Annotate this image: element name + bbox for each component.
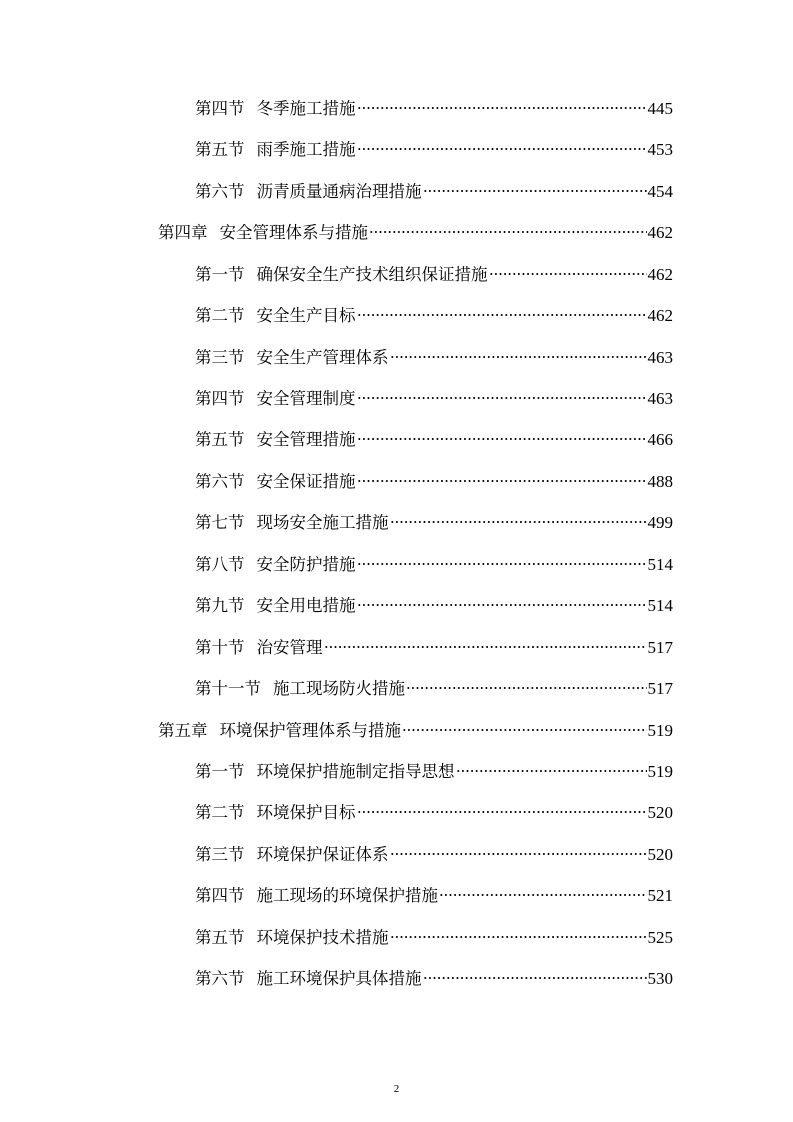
dot-leader bbox=[489, 271, 647, 277]
toc-entry[interactable] bbox=[195, 884, 673, 908]
toc-entry-page: 525 bbox=[647, 928, 673, 947]
toc-entry[interactable] bbox=[195, 263, 673, 287]
toc-entry-title: 环境保护措施制定指导思想 bbox=[256, 762, 455, 781]
toc-entry-title: 确保安全生产技术组织保证措施 bbox=[256, 265, 488, 284]
toc-entry-page: 466 bbox=[647, 430, 673, 449]
toc-entry[interactable] bbox=[195, 387, 673, 411]
toc-entry-label: 第三节 bbox=[195, 845, 245, 864]
toc-entry-title: 环境保护管理体系与措施 bbox=[219, 721, 401, 740]
toc-entry-title: 施工现场防火措施 bbox=[273, 679, 405, 698]
toc-entry-page: 499 bbox=[647, 513, 673, 532]
toc-entry-page: 514 bbox=[647, 555, 673, 574]
toc-entry-label: 第八节 bbox=[195, 555, 245, 574]
dot-leader bbox=[357, 146, 647, 152]
toc-entry-label: 第四节 bbox=[195, 389, 245, 408]
toc-entry[interactable] bbox=[195, 677, 673, 701]
toc-entry-page: 520 bbox=[647, 845, 673, 864]
toc-entry[interactable] bbox=[195, 760, 673, 784]
toc-entry-label: 第六节 bbox=[195, 182, 245, 201]
toc-entry-title: 安全管理制度 bbox=[256, 389, 356, 408]
toc-entry-page: 454 bbox=[647, 182, 673, 201]
toc-entry-page: 519 bbox=[647, 721, 673, 740]
toc-entry[interactable] bbox=[195, 97, 673, 121]
toc-entry-label: 第十节 bbox=[195, 638, 245, 657]
dot-leader bbox=[324, 644, 647, 650]
toc-entry-label: 第六节 bbox=[195, 472, 245, 491]
footer-page-number: 2 bbox=[393, 1083, 400, 1095]
toc-entry-label: 第一节 bbox=[195, 265, 245, 284]
dot-leader bbox=[406, 685, 647, 691]
toc-entry-label: 第五节 bbox=[195, 928, 245, 947]
dot-leader bbox=[423, 975, 647, 981]
toc-entry-title: 沥青质量通病治理措施 bbox=[256, 182, 422, 201]
dot-leader bbox=[357, 395, 647, 401]
toc-entry[interactable] bbox=[195, 843, 673, 867]
dot-leader bbox=[357, 809, 647, 815]
toc-entry[interactable] bbox=[195, 553, 673, 577]
toc-entry-title: 安全防护措施 bbox=[256, 555, 356, 574]
dot-leader bbox=[456, 768, 647, 774]
toc-entry-title: 安全生产目标 bbox=[256, 306, 356, 325]
dot-leader bbox=[439, 892, 647, 898]
toc-entry-page: 517 bbox=[647, 679, 673, 698]
toc-entry-label: 第六节 bbox=[195, 969, 245, 988]
toc-entry-page: 445 bbox=[647, 99, 673, 118]
dot-leader bbox=[357, 105, 647, 111]
toc-entry-page: 453 bbox=[647, 140, 673, 159]
toc-entry-page: 462 bbox=[647, 306, 673, 325]
toc-chapter-entry[interactable] bbox=[158, 221, 673, 245]
toc-entry[interactable] bbox=[195, 428, 673, 452]
toc-entry-title: 治安管理 bbox=[256, 638, 323, 657]
toc-entry[interactable] bbox=[195, 511, 673, 535]
dot-leader bbox=[390, 519, 647, 525]
toc-entry-title: 雨季施工措施 bbox=[256, 140, 356, 159]
toc-entry[interactable] bbox=[195, 926, 673, 950]
dot-leader bbox=[402, 727, 647, 733]
toc-entry-page: 521 bbox=[647, 886, 673, 905]
dot-leader bbox=[357, 436, 647, 442]
toc-entry-title: 安全管理措施 bbox=[256, 430, 356, 449]
dot-leader bbox=[390, 934, 647, 940]
dot-leader bbox=[369, 229, 647, 235]
toc-entry-label: 第九节 bbox=[195, 596, 245, 615]
toc-entry-label: 第三节 bbox=[195, 348, 245, 367]
toc-entry[interactable] bbox=[195, 304, 673, 328]
toc-entry-label: 第五节 bbox=[195, 430, 245, 449]
toc-entry-title: 环境保护技术措施 bbox=[256, 928, 389, 947]
toc-entry-label: 第一节 bbox=[195, 762, 245, 781]
toc-entry-label: 第五节 bbox=[195, 140, 245, 159]
toc-entry-label: 第十一节 bbox=[195, 679, 261, 698]
toc-entry-page: 462 bbox=[647, 265, 673, 284]
toc-entry-label: 第五章 bbox=[158, 721, 208, 740]
toc-entry[interactable] bbox=[195, 594, 673, 618]
toc-entry-title: 安全生产管理体系 bbox=[256, 348, 389, 367]
toc-entry-title: 安全用电措施 bbox=[256, 596, 356, 615]
toc-entry-page: 530 bbox=[647, 969, 673, 988]
toc-entry-page: 517 bbox=[647, 638, 673, 657]
dot-leader bbox=[357, 602, 647, 608]
dot-leader bbox=[357, 312, 647, 318]
toc-chapter-entry[interactable] bbox=[158, 719, 673, 743]
toc-entry-label: 第二节 bbox=[195, 306, 245, 325]
toc-entry[interactable] bbox=[195, 138, 673, 162]
toc-entry-label: 第四节 bbox=[195, 99, 245, 118]
toc-entry-page: 462 bbox=[647, 223, 673, 242]
toc-entry-title: 施工环境保护具体措施 bbox=[256, 969, 422, 988]
toc-entry-title: 施工现场的环境保护措施 bbox=[256, 886, 438, 905]
toc-entry-title: 冬季施工措施 bbox=[256, 99, 356, 118]
toc-entry-label: 第七节 bbox=[195, 513, 245, 532]
toc-entry-label: 第四章 bbox=[158, 223, 208, 242]
toc-entry-page: 520 bbox=[647, 803, 673, 822]
toc-entry-page: 463 bbox=[647, 389, 673, 408]
dot-leader bbox=[390, 851, 647, 857]
toc-entry-title: 环境保护目标 bbox=[256, 803, 356, 822]
toc-entry-page: 519 bbox=[647, 762, 673, 781]
toc-entry-label: 第四节 bbox=[195, 886, 245, 905]
toc-entry-title: 环境保护保证体系 bbox=[256, 845, 389, 864]
toc-entry-page: 463 bbox=[647, 348, 673, 367]
toc-entry-page: 488 bbox=[647, 472, 673, 491]
toc-entry-page: 514 bbox=[647, 596, 673, 615]
dot-leader bbox=[357, 478, 647, 484]
toc-entry[interactable] bbox=[195, 967, 673, 991]
toc-entry[interactable] bbox=[195, 346, 673, 370]
toc-entry[interactable] bbox=[195, 470, 673, 494]
toc-entry-title: 现场安全施工措施 bbox=[256, 513, 389, 532]
toc-entry[interactable] bbox=[195, 180, 673, 204]
dot-leader bbox=[423, 188, 647, 194]
toc-entry[interactable] bbox=[195, 801, 673, 825]
toc-entry-title: 安全管理体系与措施 bbox=[219, 223, 368, 242]
dot-leader bbox=[390, 354, 647, 360]
dot-leader bbox=[357, 561, 647, 567]
toc-entry-title: 安全保证措施 bbox=[256, 472, 356, 491]
toc-entry[interactable] bbox=[195, 636, 673, 660]
toc-entry-label: 第二节 bbox=[195, 803, 245, 822]
